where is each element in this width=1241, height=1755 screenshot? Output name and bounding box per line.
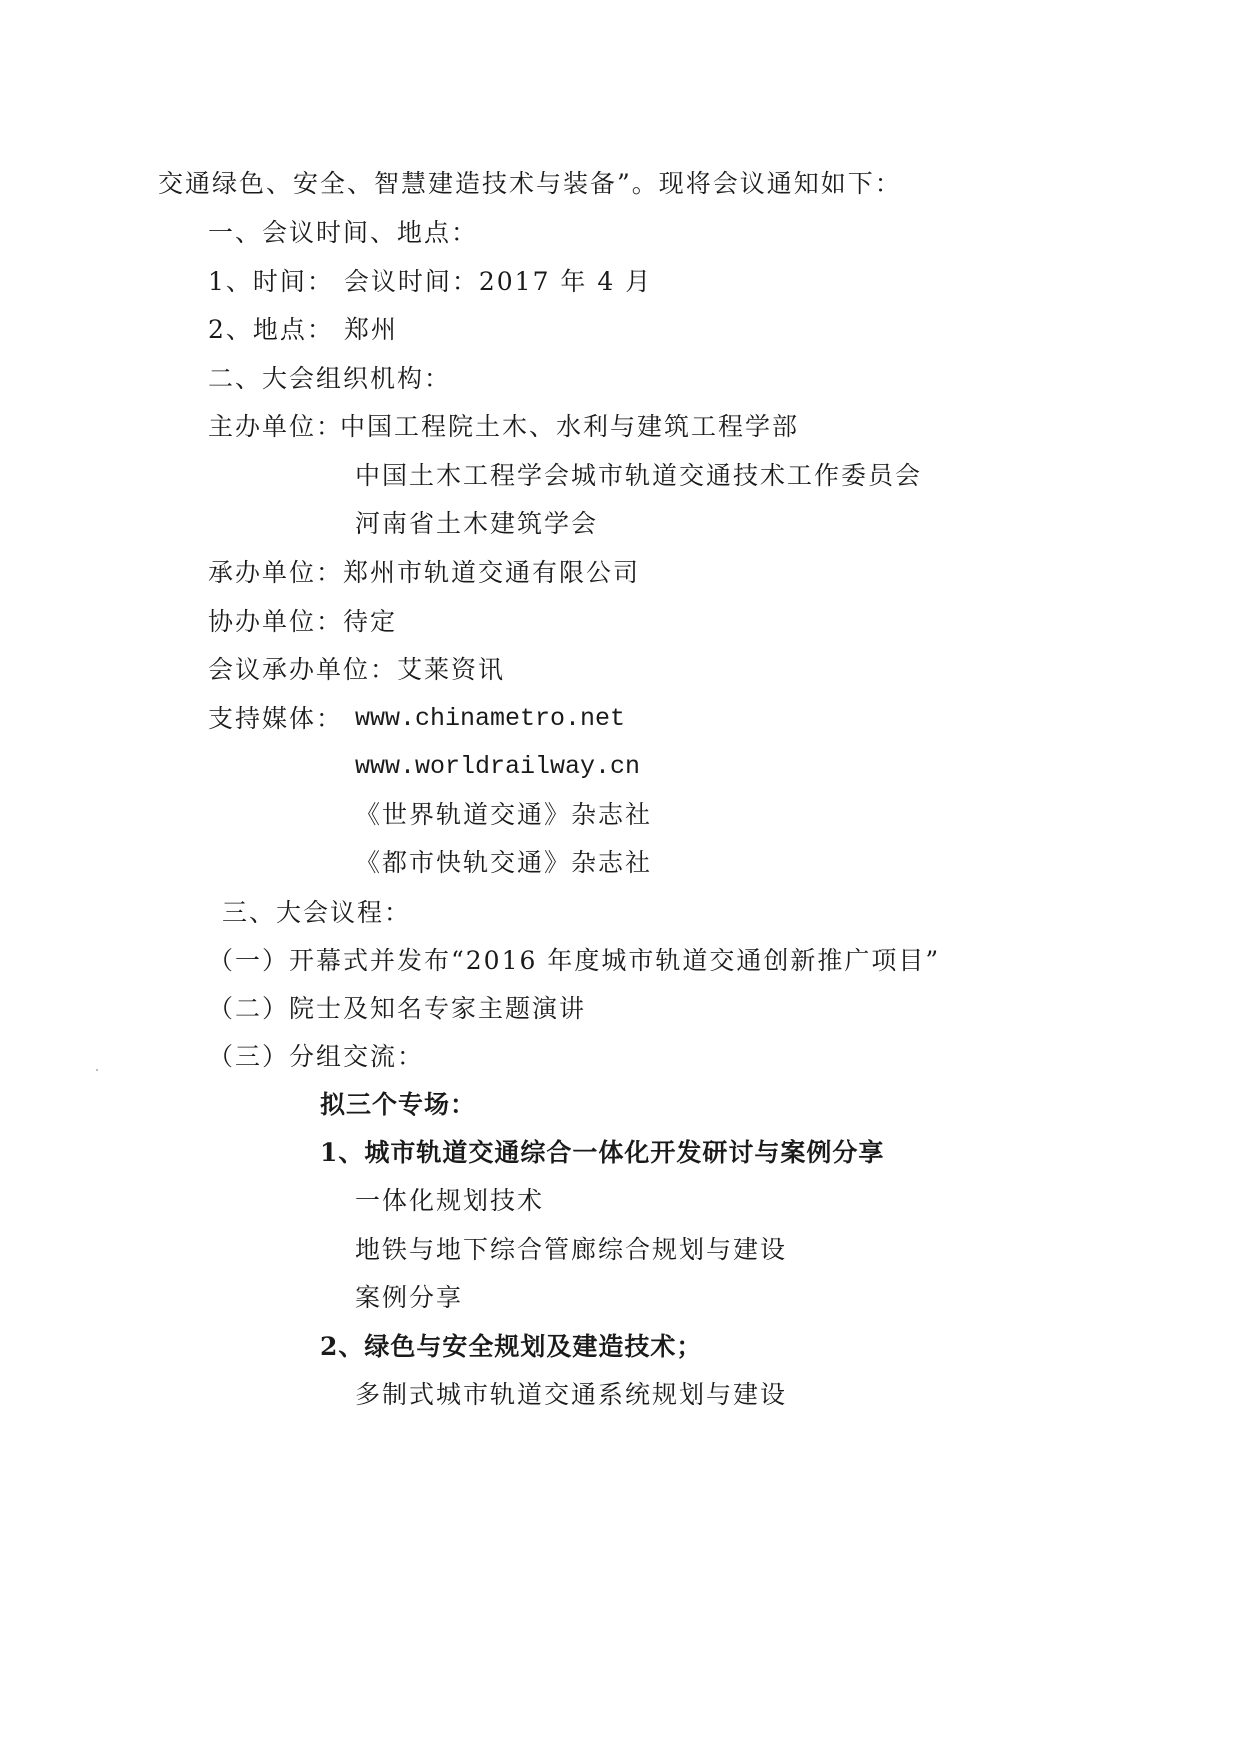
- session1-topic-3: 案例分享: [355, 1283, 464, 1312]
- section1-heading: 一、会议时间、地点：: [208, 218, 479, 247]
- agenda-item-1: （一）开幕式并发布“2016 年度城市轨道交通创新推广项目”: [208, 946, 941, 975]
- session1-topic-1: 一体化规划技术: [355, 1186, 545, 1215]
- session1-title: 1、城市轨道交通综合一体化开发研讨与案例分享: [320, 1138, 885, 1167]
- scan-speck: [96, 1069, 98, 1071]
- media-magazine-1: 《世界轨道交通》杂志社: [355, 800, 653, 829]
- meeting-place: 2、地点： 郑州: [208, 315, 398, 344]
- media-magazine-2: 《都市快轨交通》杂志社: [355, 848, 653, 877]
- co-organizer: 协办单位：待定: [208, 607, 398, 636]
- media-website-2: www.worldrailway.cn: [355, 752, 641, 781]
- media-label: 支持媒体：: [208, 704, 344, 733]
- host-2: 中国土木工程学会城市轨道交通技术工作委员会: [355, 461, 923, 490]
- intro-line: 交通绿色、安全、智慧建造技术与装备”。现将会议通知如下：: [158, 169, 902, 198]
- media-website-1: www.chinametro.net: [355, 704, 626, 733]
- section2-heading: 二、大会组织机构：: [208, 364, 452, 393]
- session1-topic-2: 地铁与地下综合管廊综合规划与建设: [355, 1235, 788, 1264]
- organizer: 承办单位：郑州市轨道交通有限公司: [208, 558, 641, 587]
- meeting-time: 1、时间： 会议时间：2017 年 4 月: [208, 267, 653, 296]
- host-1: 中国工程院土木、水利与建筑工程学部: [340, 412, 800, 441]
- agenda-item-3: （三）分组交流：: [208, 1042, 425, 1071]
- meeting-organizer: 会议承办单位：艾莱资讯: [208, 655, 506, 684]
- session2-title: 2、绿色与安全规划及建造技术；: [320, 1332, 703, 1361]
- session2-topic-1: 多制式城市轨道交通系统规划与建设: [355, 1380, 788, 1409]
- host-label: 主办单位：: [208, 412, 344, 441]
- section3-heading: 三、大会议程：: [222, 898, 412, 927]
- sessions-intro: 拟三个专场：: [320, 1090, 477, 1119]
- agenda-item-2: （二）院士及知名专家主题演讲: [208, 994, 587, 1023]
- host-3: 河南省土木建筑学会: [355, 509, 599, 538]
